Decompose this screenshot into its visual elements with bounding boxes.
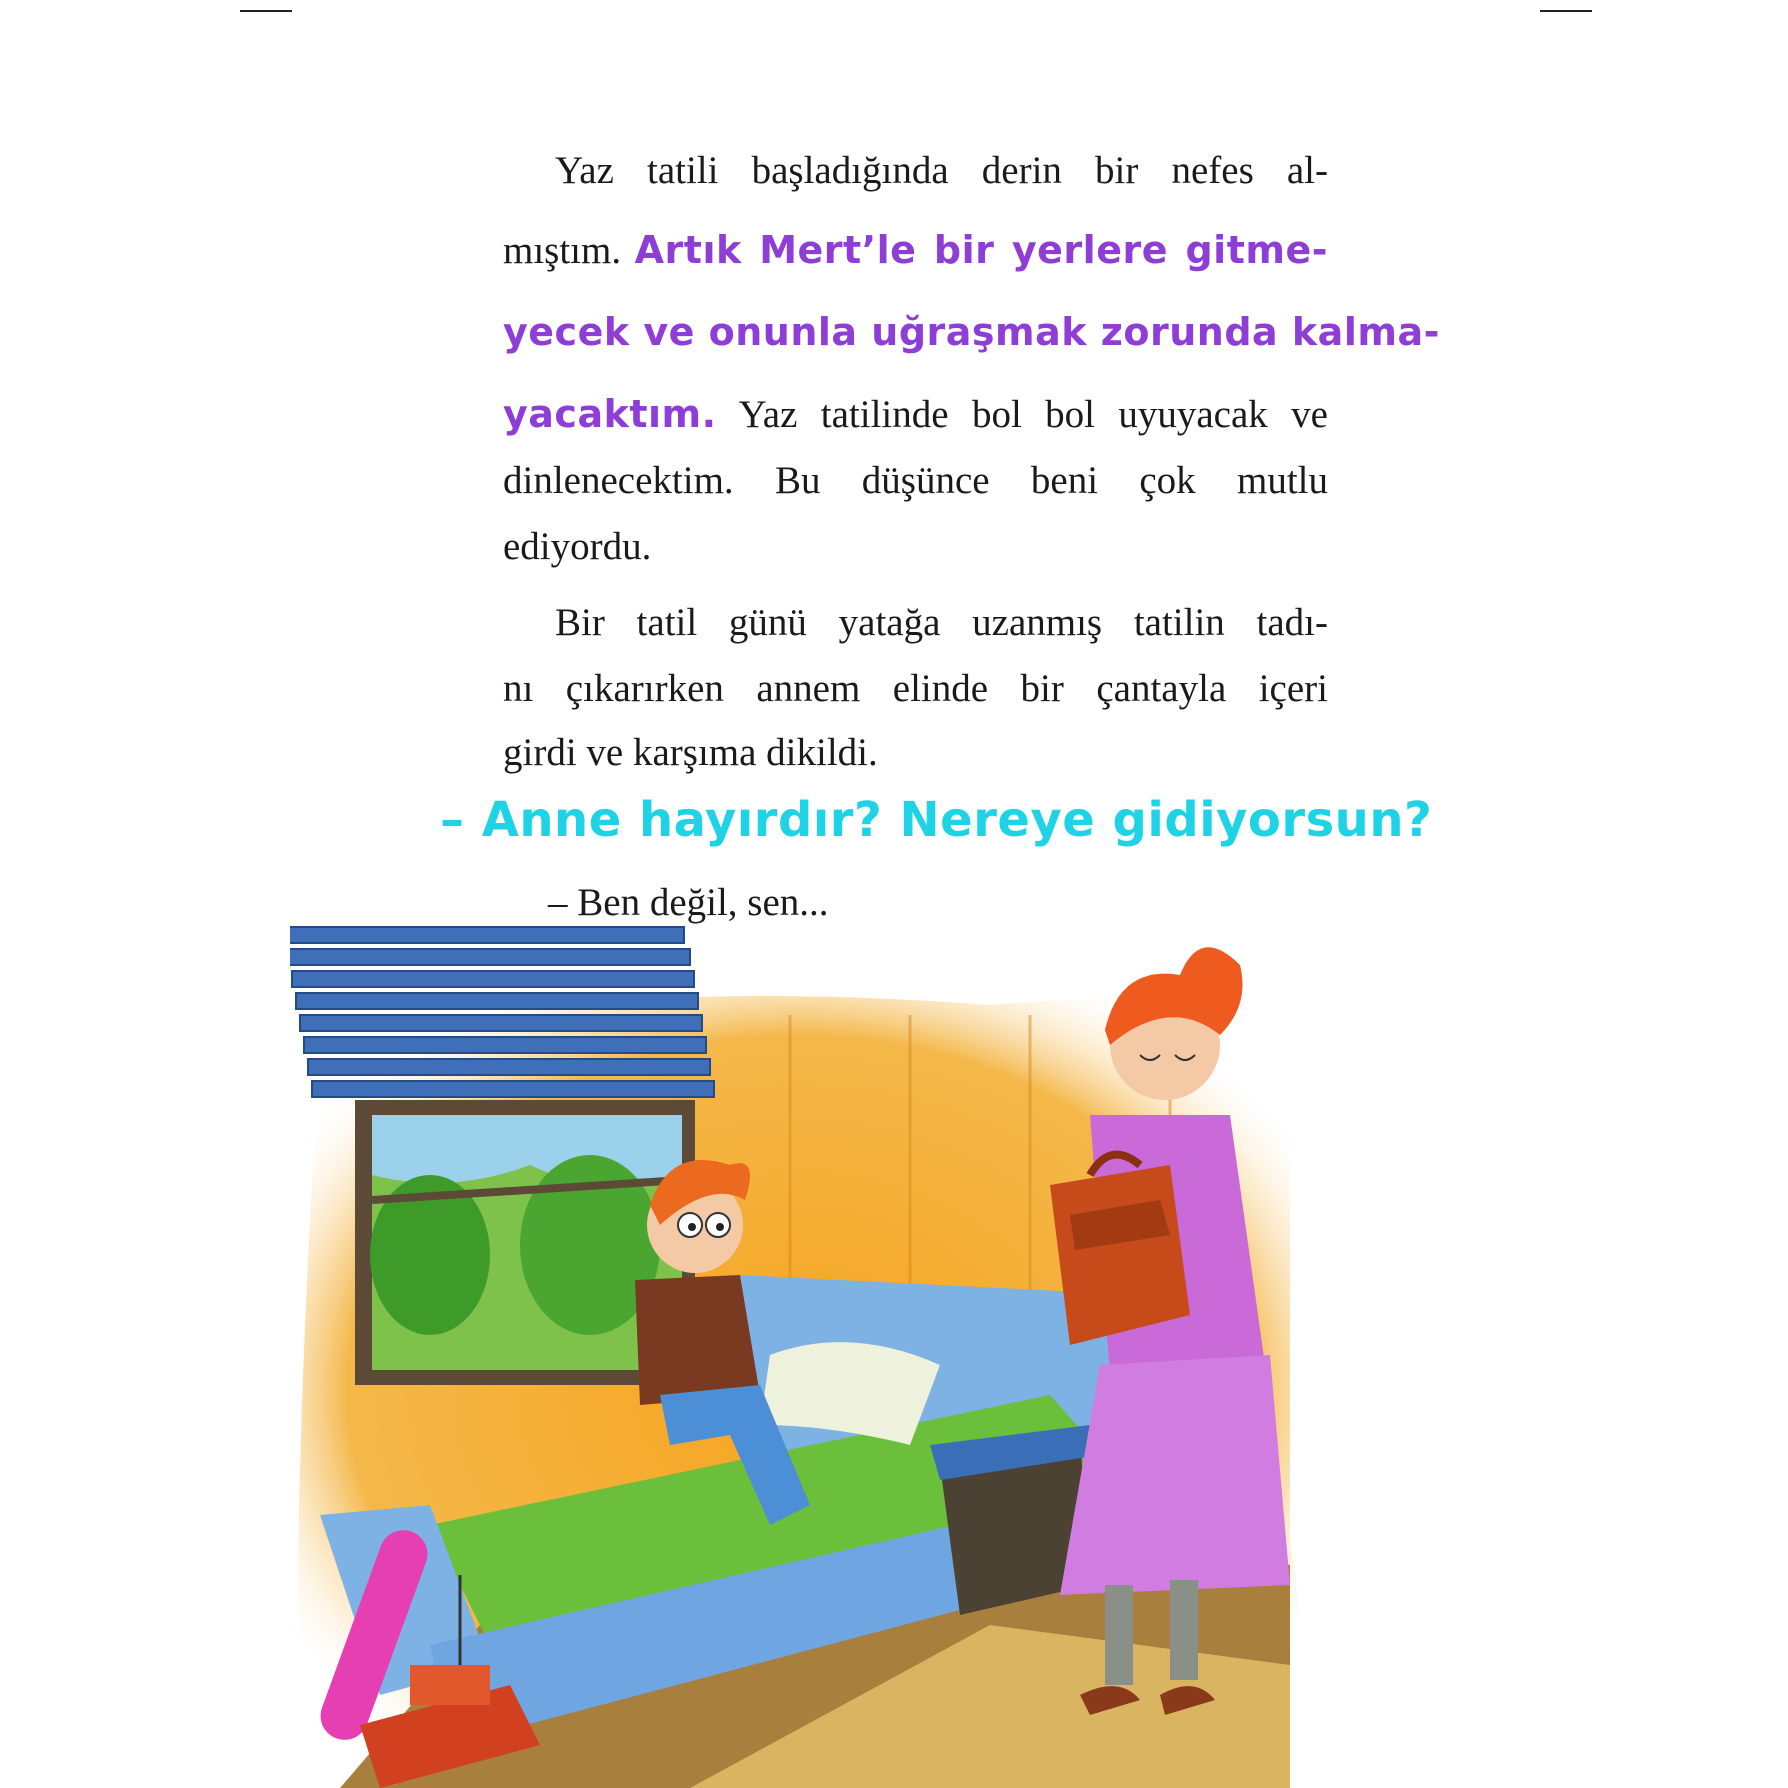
handwritten-span: yacaktım. bbox=[503, 392, 717, 436]
text-line bbox=[503, 730, 1328, 775]
handwritten-line bbox=[503, 310, 1440, 354]
text-span: nı çıkarırken annem elinde bir çantayla içeri bbox=[503, 667, 1328, 710]
bag bbox=[1050, 1155, 1190, 1345]
text-line bbox=[503, 600, 1328, 645]
handwritten-span: – Anne hayırdır? Nereye gidiyorsun? bbox=[440, 792, 1433, 848]
text-line bbox=[503, 228, 1328, 273]
handwritten-span: yecek ve onunla uğraşmak zorunda kalma- bbox=[503, 310, 1440, 354]
text-span: Yaz tatili başladığında derin bir nefes al- bbox=[555, 149, 1328, 192]
text-span: Bir tatil günü yatağa uzanmış tatilin tadı- bbox=[555, 601, 1328, 644]
crop-mark-right bbox=[1540, 10, 1592, 12]
handwritten-span: Artık Mert’le bir yerlere gitme- bbox=[634, 228, 1328, 272]
dialogue-line-cyan bbox=[440, 792, 1433, 848]
text-line bbox=[503, 458, 1328, 503]
text-span: dinlenecektim. Bu düşünce beni çok mutlu bbox=[503, 459, 1328, 502]
text-line bbox=[503, 148, 1328, 193]
illustration bbox=[290, 925, 1510, 1788]
text-line bbox=[503, 666, 1328, 711]
dialogue-line bbox=[548, 880, 1373, 925]
text-line bbox=[503, 524, 1328, 569]
crop-mark-left bbox=[240, 10, 292, 12]
text-span: girdi ve karşıma dikildi. bbox=[503, 731, 878, 774]
text-span: Yaz tatilinde bol bol uyuyacak ve bbox=[716, 393, 1328, 436]
text-span: mıştım. bbox=[503, 229, 635, 272]
text-span: – Ben değil, sen... bbox=[548, 881, 829, 924]
text-span: ediyordu. bbox=[503, 525, 652, 568]
text-line bbox=[503, 392, 1328, 437]
